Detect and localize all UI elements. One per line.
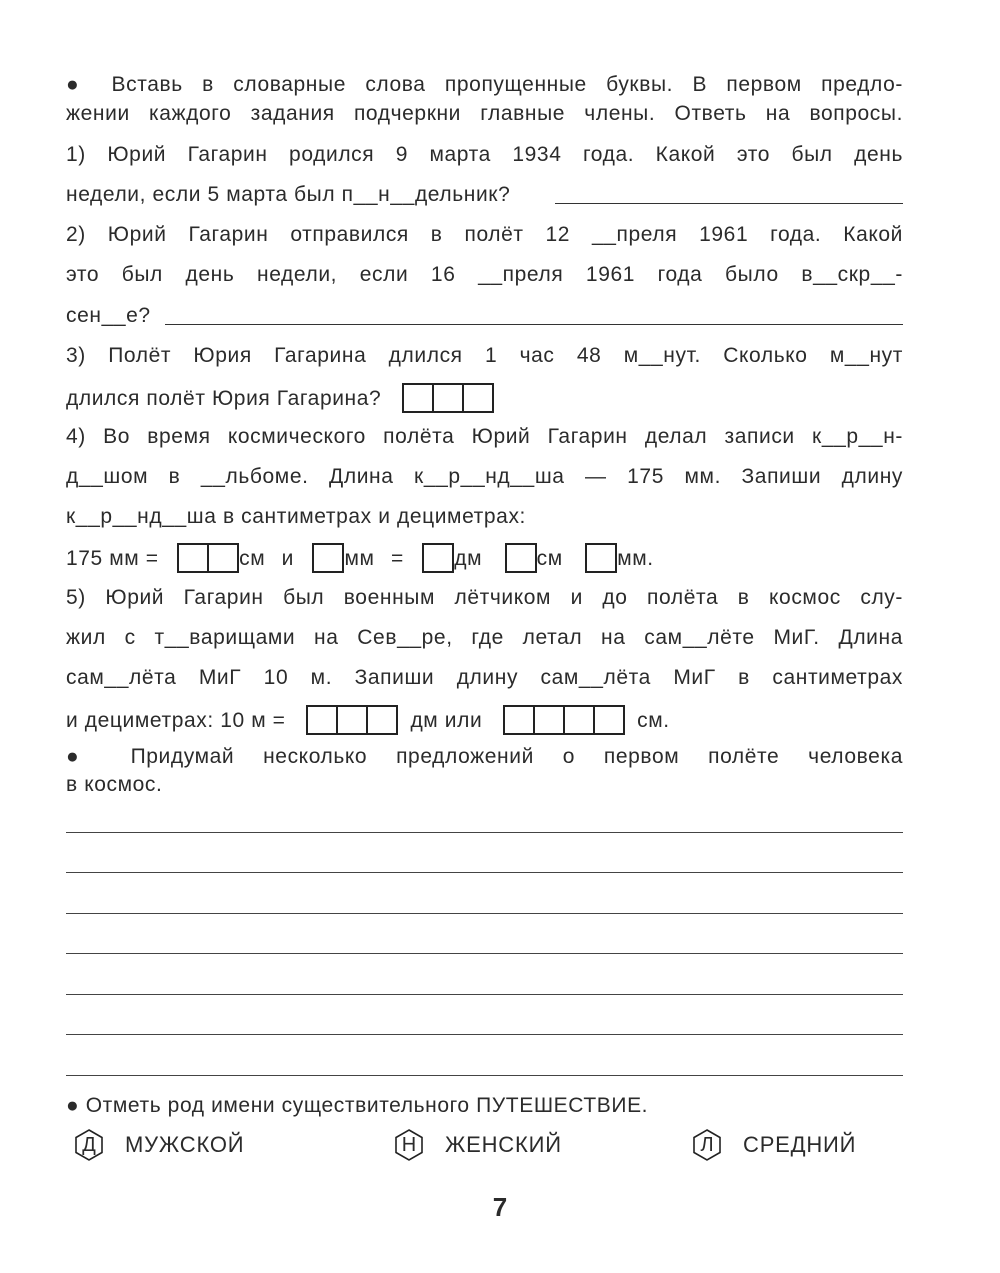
task3-prompt: ● Отметь род имени существительного ПУТЕШЕСТВИЕ. bbox=[66, 1094, 649, 1117]
question1-line2: недели, если 5 марта был п__н__дельник? bbox=[66, 183, 511, 206]
option-letter: Д bbox=[82, 1134, 96, 1156]
writing-line-7[interactable] bbox=[66, 1075, 903, 1076]
question3-text: длился полёт Юрия Гагарина? bbox=[66, 387, 382, 410]
q4-mm-unit: мм bbox=[344, 547, 375, 570]
q4-mm2-unit: мм. bbox=[617, 547, 654, 570]
q5-dm-unit: дм или bbox=[410, 709, 483, 732]
q4-dm-unit: дм bbox=[454, 547, 483, 570]
q4-mm-box[interactable] bbox=[312, 543, 344, 573]
option-label: СРЕДНИЙ bbox=[743, 1132, 857, 1157]
answer2-blank[interactable] bbox=[165, 324, 903, 325]
option-masculine[interactable] bbox=[75, 1128, 244, 1162]
question4-line3: к__р__нд__ша в сантиметрах и дециметрах: bbox=[66, 505, 526, 528]
hexagon-marker-icon bbox=[75, 1129, 103, 1161]
writing-line-3[interactable] bbox=[66, 913, 903, 914]
question4-equation bbox=[66, 543, 654, 573]
question3-line2 bbox=[66, 383, 494, 413]
option-label: ЖЕНСКИЙ bbox=[445, 1132, 562, 1157]
writing-line-5[interactable] bbox=[66, 994, 903, 995]
q4-cm-box[interactable] bbox=[177, 543, 239, 573]
q4-equals: = bbox=[390, 547, 404, 570]
writing-line-6[interactable] bbox=[66, 1034, 903, 1035]
option-neuter[interactable] bbox=[693, 1128, 856, 1162]
question1-line1: 1) Юрий Гагарин родился 9 марта 1934 года. Какой это был день bbox=[66, 143, 903, 166]
question2-line2: это был день недели, если 16 __преля 1961 года было в__скр__- bbox=[66, 263, 903, 286]
question3-line1: 3) Полёт Юрия Гагарина длился 1 час 48 м__нут. Сколько м__нут bbox=[66, 344, 903, 367]
option-label: МУЖСКОЙ bbox=[125, 1132, 245, 1157]
writing-line-1[interactable] bbox=[66, 832, 903, 833]
q4-dm-box[interactable] bbox=[422, 543, 454, 573]
task1-intro-line2: жении каждого задания подчеркни главные члены. Ответь на вопросы. bbox=[66, 102, 903, 125]
q5-lhs: и дециметрах: 10 м = bbox=[66, 709, 286, 732]
option-letter: Л bbox=[700, 1134, 714, 1156]
q4-cm2-unit: см bbox=[536, 547, 563, 570]
option-feminine[interactable] bbox=[395, 1128, 562, 1162]
option-letter: Н bbox=[401, 1134, 417, 1156]
q4-lhs: 175 мм = bbox=[66, 547, 159, 570]
question5-line2: жил с т__варищами на Сев__ре, где летал на сам__лёте МиГ. Длина bbox=[66, 626, 903, 649]
task1-intro-line1: ● Вставь в словарные слова пропущенные буквы. В первом предло- bbox=[66, 73, 903, 96]
writing-line-2[interactable] bbox=[66, 872, 903, 873]
answer1-blank[interactable] bbox=[555, 203, 903, 204]
q5-cm-box[interactable] bbox=[503, 705, 625, 735]
question4-line2: д__шом в __льбоме. Длина к__р__нд__ша — 175 мм. Запиши длину bbox=[66, 465, 903, 488]
page-number: 7 bbox=[492, 1192, 508, 1222]
q4-and: и bbox=[281, 547, 295, 570]
question2-line3: сен__е? bbox=[66, 304, 151, 327]
task2-line2: в космос. bbox=[66, 773, 163, 796]
hexagon-marker-icon bbox=[395, 1129, 423, 1161]
question2-line1: 2) Юрий Гагарин отправился в полёт 12 __преля 1961 года. Какой bbox=[66, 223, 903, 246]
question5-line3: сам__лёта МиГ 10 м. Запиши длину сам__лёта МиГ в сантиметрах bbox=[66, 666, 903, 689]
q5-cm-unit: см. bbox=[637, 709, 670, 732]
q4-mm2-box[interactable] bbox=[585, 543, 617, 573]
writing-line-4[interactable] bbox=[66, 953, 903, 954]
question5-line1: 5) Юрий Гагарин был военным лётчиком и до полёта в космос слу- bbox=[66, 586, 903, 609]
hexagon-marker-icon bbox=[693, 1129, 721, 1161]
minutes-answer-box[interactable] bbox=[402, 383, 494, 413]
q4-cm-unit: см bbox=[239, 547, 266, 570]
q5-dm-box[interactable] bbox=[306, 705, 398, 735]
q4-cm2-box[interactable] bbox=[505, 543, 537, 573]
question4-line1: 4) Во время космического полёта Юрий Гагарин делал записи к__р__н- bbox=[66, 425, 903, 448]
task2-line1: ● Придумай несколько предложений о первом полёте человека bbox=[66, 745, 903, 768]
question5-equation bbox=[66, 705, 670, 735]
